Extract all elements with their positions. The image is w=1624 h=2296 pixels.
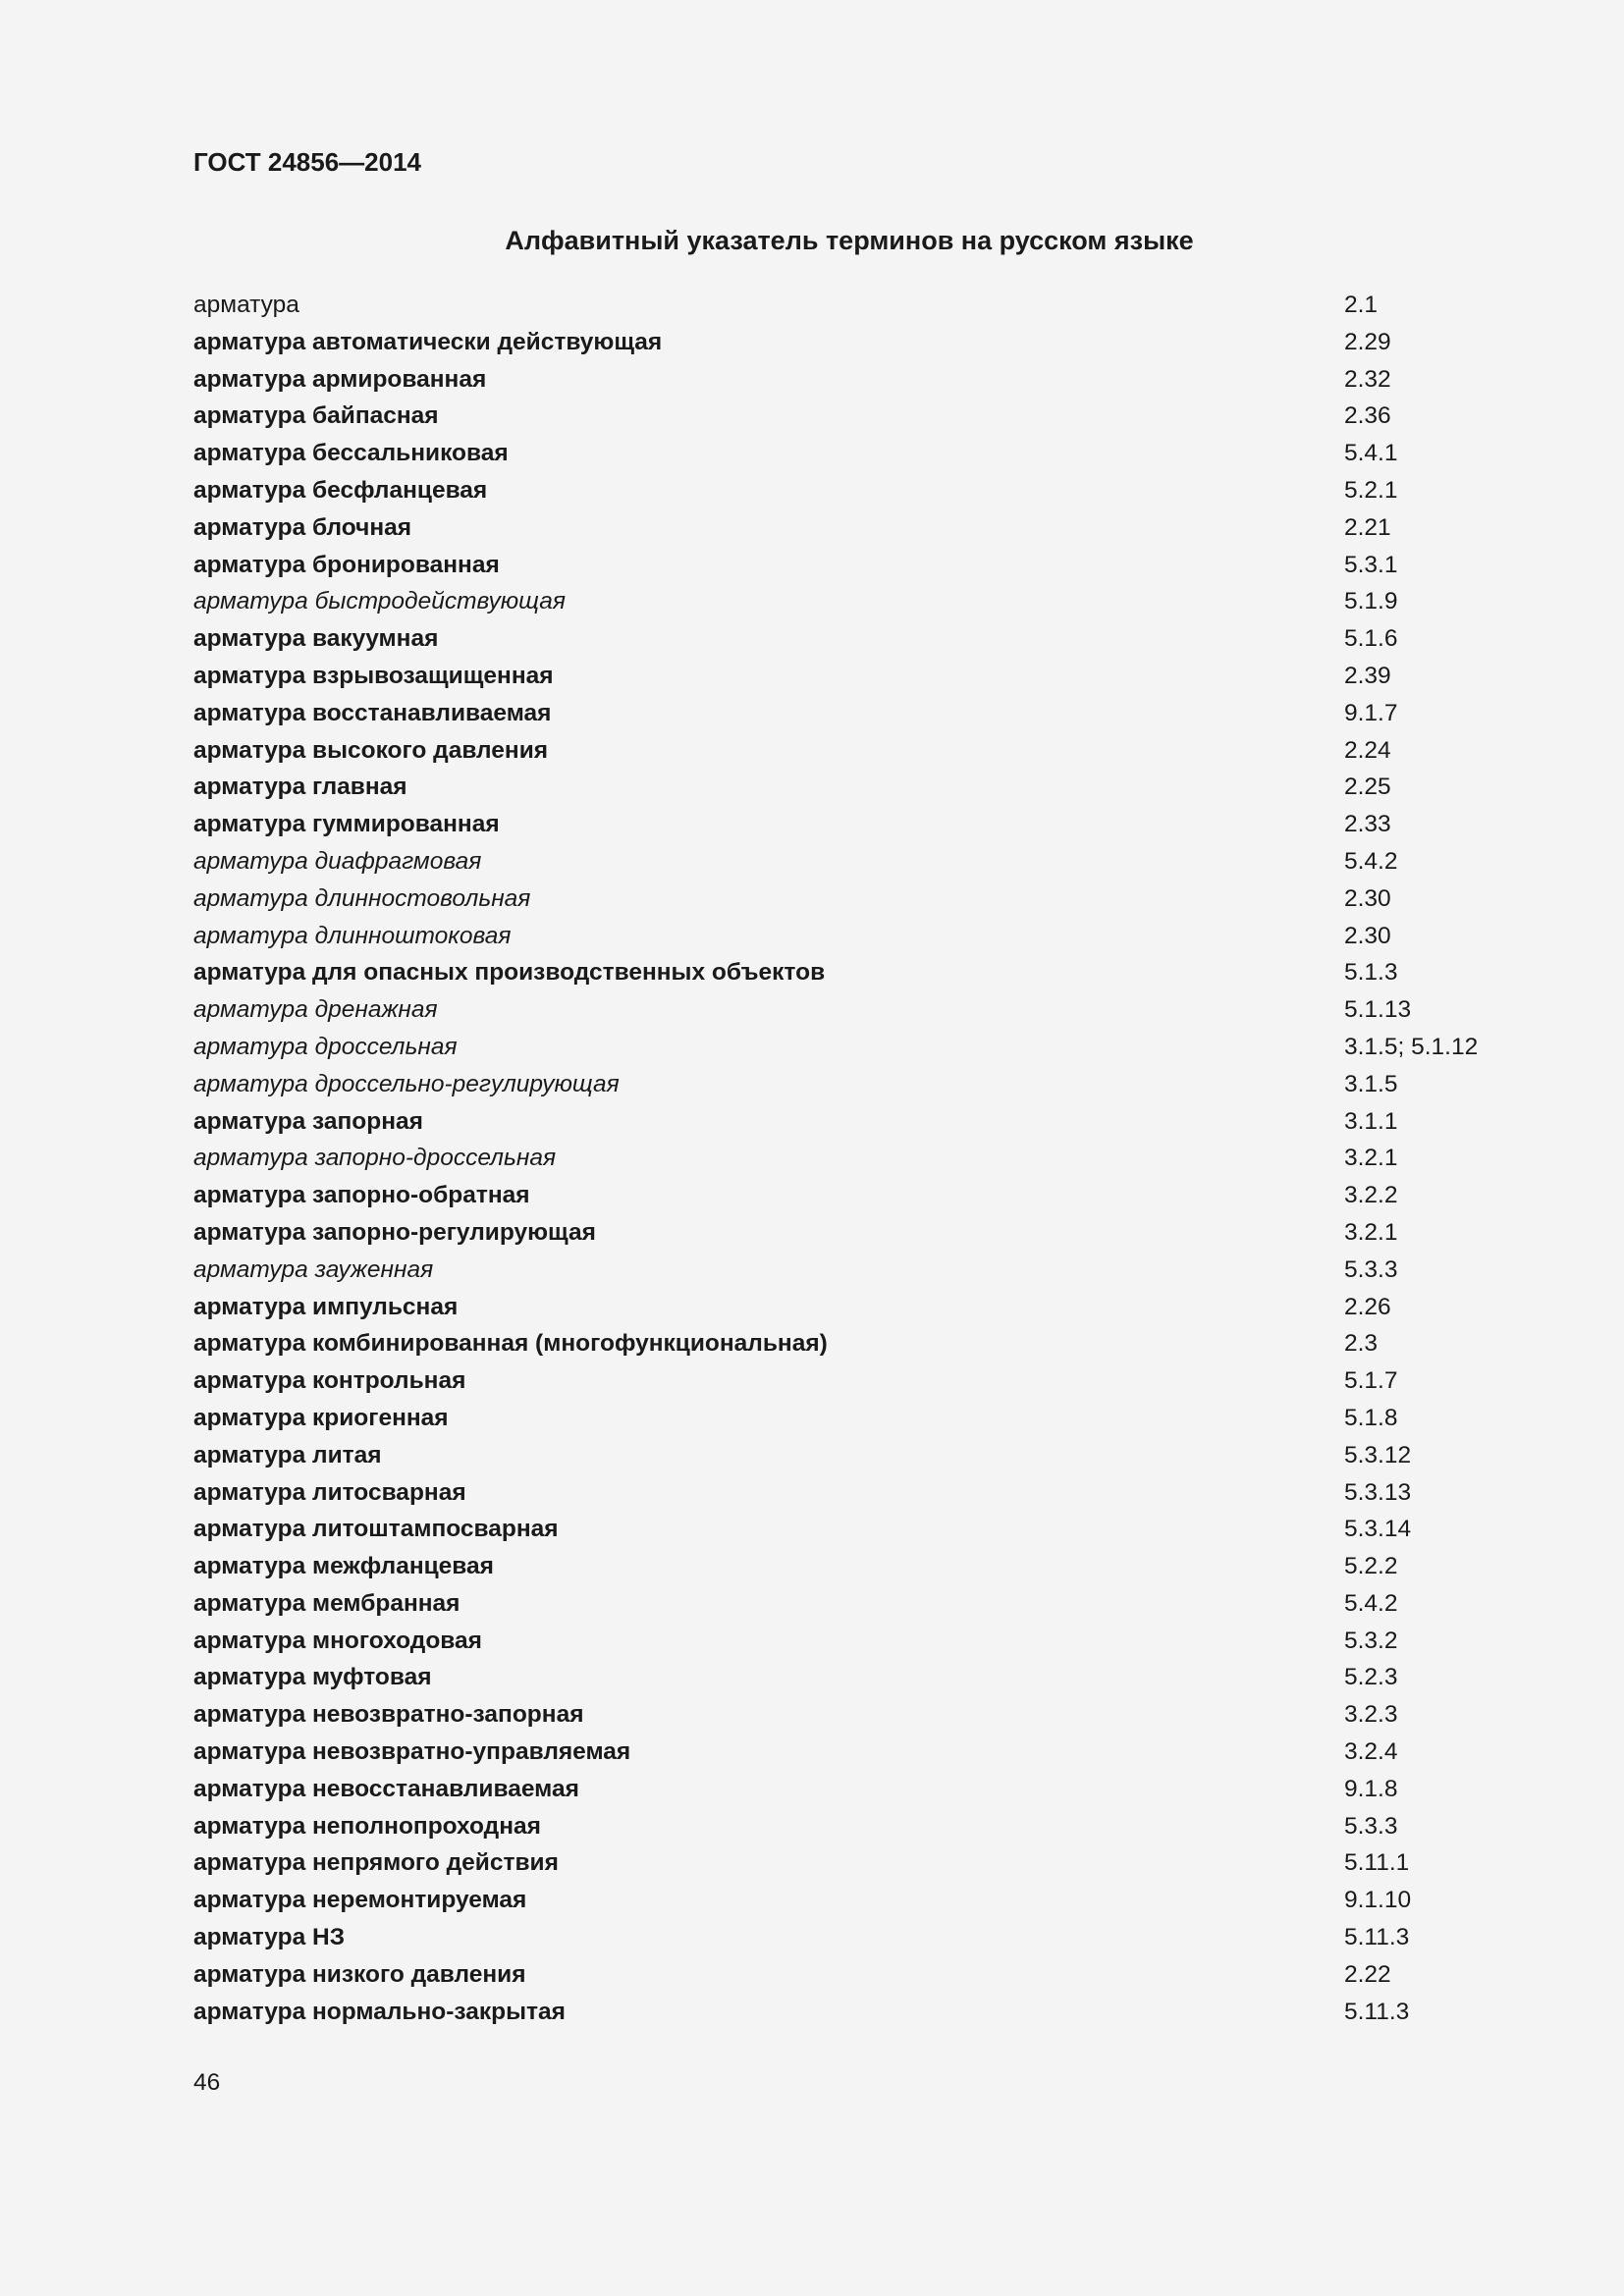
- term-index-list: [193, 287, 1568, 2030]
- index-reference: 5.2.1: [1344, 476, 1398, 504]
- index-reference: 3.2.1: [1344, 1218, 1398, 1246]
- index-reference: 5.2.3: [1344, 1664, 1398, 1691]
- index-reference: 5.2.2: [1344, 1553, 1398, 1580]
- index-entry: [193, 435, 1568, 472]
- index-term: арматура гуммированная: [193, 811, 500, 838]
- index-entry: [193, 1585, 1568, 1623]
- index-reference: 2.26: [1344, 1293, 1391, 1320]
- index-reference: 3.2.4: [1344, 1738, 1398, 1766]
- index-entry: [193, 1437, 1568, 1474]
- index-term: арматура бессальниковая: [193, 440, 509, 467]
- index-reference: 3.2.2: [1344, 1182, 1398, 1209]
- index-reference: 2.36: [1344, 402, 1391, 430]
- index-reference: 5.11.3: [1344, 1998, 1410, 2025]
- index-entry: [193, 1548, 1568, 1585]
- index-entry: [193, 1474, 1568, 1512]
- index-term: арматура запорно-регулирующая: [193, 1218, 596, 1246]
- page-title: Алфавитный указатель терминов на русском языке: [505, 226, 1194, 255]
- page-number: 46: [193, 2069, 221, 2096]
- index-reference: 5.3.3: [1344, 1255, 1398, 1283]
- index-term: арматура криогенная: [193, 1404, 449, 1431]
- index-term: арматура литосварная: [193, 1478, 466, 1506]
- index-reference: 5.1.13: [1344, 996, 1412, 1024]
- index-term: арматура бронированная: [193, 551, 500, 578]
- index-term: арматура мембранная: [193, 1589, 460, 1617]
- index-entry: [193, 287, 1568, 324]
- index-term: арматура литая: [193, 1441, 382, 1468]
- index-term: арматура зауженная: [193, 1255, 434, 1283]
- index-term: арматура запорно-дроссельная: [193, 1145, 557, 1172]
- index-reference: 5.11.3: [1344, 1924, 1410, 1951]
- index-entry: [193, 1325, 1568, 1362]
- index-entry: [193, 1289, 1568, 1326]
- index-term: арматура байпасная: [193, 402, 439, 430]
- index-reference: 5.1.7: [1344, 1367, 1398, 1395]
- index-entry: [193, 991, 1568, 1029]
- index-reference: 3.1.5; 5.1.12: [1344, 1033, 1479, 1060]
- index-term: арматура неполнопроходная: [193, 1812, 541, 1840]
- index-term: арматура импульсная: [193, 1293, 459, 1320]
- index-entry: [193, 1956, 1568, 1994]
- index-term: арматура дроссельно-регулирующая: [193, 1070, 620, 1097]
- index-term: арматура блочная: [193, 513, 412, 541]
- index-term: арматура невосстанавливаемая: [193, 1775, 579, 1802]
- index-entry: [193, 769, 1568, 806]
- index-reference: 3.2.1: [1344, 1145, 1398, 1172]
- index-reference: 2.30: [1344, 884, 1391, 912]
- index-entry: [193, 1882, 1568, 1919]
- index-term: арматура невозвратно-запорная: [193, 1701, 584, 1729]
- index-entry: [193, 398, 1568, 435]
- index-term: арматура высокого давления: [193, 736, 549, 764]
- index-entry: [193, 1362, 1568, 1400]
- index-entry: [193, 658, 1568, 695]
- index-entry: [193, 1659, 1568, 1696]
- index-term: арматура непрямого действия: [193, 1849, 559, 1877]
- index-reference: 5.4.1: [1344, 440, 1398, 467]
- index-entry: [193, 918, 1568, 955]
- index-reference: 3.1.1: [1344, 1107, 1398, 1135]
- index-reference: 2.25: [1344, 774, 1391, 801]
- index-reference: 2.3: [1344, 1330, 1379, 1358]
- index-reference: 9.1.10: [1344, 1887, 1412, 1914]
- index-reference: 5.11.1: [1344, 1849, 1410, 1877]
- index-term: арматура неремонтируемая: [193, 1887, 527, 1914]
- index-term: арматура длинностовольная: [193, 884, 531, 912]
- index-term: арматура низкого давления: [193, 1960, 526, 1988]
- index-reference: 5.3.13: [1344, 1478, 1412, 1506]
- index-reference: 5.3.12: [1344, 1441, 1412, 1468]
- index-entry: [193, 1214, 1568, 1252]
- index-reference: 3.1.5: [1344, 1070, 1398, 1097]
- index-term: арматура армированная: [193, 365, 487, 393]
- index-entry: [193, 324, 1568, 361]
- index-term: арматура дроссельная: [193, 1033, 458, 1060]
- index-term: арматура муфтовая: [193, 1664, 432, 1691]
- index-term: арматура длинноштоковая: [193, 922, 512, 949]
- index-term: арматура запорно-обратная: [193, 1182, 530, 1209]
- index-reference: 2.32: [1344, 365, 1391, 393]
- index-reference: 5.1.9: [1344, 588, 1398, 615]
- index-reference: 5.1.3: [1344, 959, 1398, 987]
- index-term: арматура НЗ: [193, 1924, 346, 1951]
- index-term: арматура для опасных производственных объектов: [193, 959, 826, 987]
- index-term: арматура главная: [193, 774, 407, 801]
- index-term: арматура быстродействующая: [193, 588, 566, 615]
- index-reference: 3.2.3: [1344, 1701, 1398, 1729]
- index-reference: 5.1.8: [1344, 1404, 1398, 1431]
- index-entry: [193, 1029, 1568, 1066]
- index-term: арматура невозвратно-управляемая: [193, 1738, 631, 1766]
- index-term: арматура литоштампосварная: [193, 1516, 559, 1543]
- index-term: арматура комбинированная (многофункциональная): [193, 1330, 828, 1358]
- index-reference: 5.3.14: [1344, 1516, 1412, 1543]
- index-entry: [193, 1623, 1568, 1660]
- index-entry: [193, 509, 1568, 547]
- document-header: ГОСТ 24856—2014: [193, 147, 421, 177]
- index-reference: 2.24: [1344, 736, 1391, 764]
- index-reference: 2.29: [1344, 328, 1391, 355]
- index-entry: [193, 806, 1568, 843]
- index-reference: 2.22: [1344, 1960, 1391, 1988]
- index-entry: [193, 547, 1568, 584]
- index-term: арматура вакуумная: [193, 625, 439, 653]
- index-reference: 5.3.1: [1344, 551, 1398, 578]
- index-reference: 9.1.8: [1344, 1775, 1398, 1802]
- index-entry: [193, 1066, 1568, 1103]
- index-entry: [193, 1140, 1568, 1177]
- index-term: арматура диафрагмовая: [193, 847, 482, 875]
- index-term: арматура: [193, 292, 299, 318]
- index-entry: [193, 620, 1568, 658]
- index-term: арматура дренажная: [193, 996, 438, 1024]
- index-term: арматура межфланцевая: [193, 1553, 494, 1580]
- index-entry: [193, 1994, 1568, 2031]
- index-entry: [193, 954, 1568, 991]
- index-entry: [193, 732, 1568, 770]
- index-term: арматура автоматически действующая: [193, 328, 663, 355]
- index-reference: 5.3.3: [1344, 1812, 1398, 1840]
- index-entry: [193, 1808, 1568, 1845]
- index-entry: [193, 1844, 1568, 1882]
- index-entry: [193, 1400, 1568, 1437]
- index-entry: [193, 1252, 1568, 1289]
- index-term: арматура взрывозащищенная: [193, 662, 554, 689]
- index-entry: [193, 881, 1568, 918]
- index-term: арматура нормально-закрытая: [193, 1998, 566, 2025]
- index-entry: [193, 1177, 1568, 1214]
- index-term: арматура контрольная: [193, 1367, 466, 1395]
- index-entry: [193, 695, 1568, 732]
- index-entry: [193, 1103, 1568, 1141]
- index-entry: [193, 1511, 1568, 1548]
- index-reference: 2.33: [1344, 811, 1391, 838]
- index-reference: 5.4.2: [1344, 1589, 1398, 1617]
- index-term: арматура многоходовая: [193, 1627, 482, 1654]
- index-term: арматура бесфланцевая: [193, 476, 488, 504]
- index-reference: 9.1.7: [1344, 699, 1398, 726]
- index-entry: [193, 472, 1568, 509]
- index-entry: [193, 1919, 1568, 1956]
- index-reference: 2.39: [1344, 662, 1391, 689]
- index-reference: 2.30: [1344, 922, 1391, 949]
- index-entry: [193, 1734, 1568, 1771]
- index-reference: 2.21: [1344, 513, 1391, 541]
- index-reference: 5.4.2: [1344, 847, 1398, 875]
- index-entry: [193, 1696, 1568, 1734]
- index-term: арматура восстанавливаемая: [193, 699, 552, 726]
- index-entry: [193, 583, 1568, 620]
- index-reference: 5.1.6: [1344, 625, 1398, 653]
- index-entry: [193, 1771, 1568, 1808]
- index-entry: [193, 361, 1568, 399]
- index-term: арматура запорная: [193, 1107, 423, 1135]
- index-entry: [193, 843, 1568, 881]
- index-reference: 5.3.2: [1344, 1627, 1398, 1654]
- index-reference: 2.1: [1344, 292, 1379, 318]
